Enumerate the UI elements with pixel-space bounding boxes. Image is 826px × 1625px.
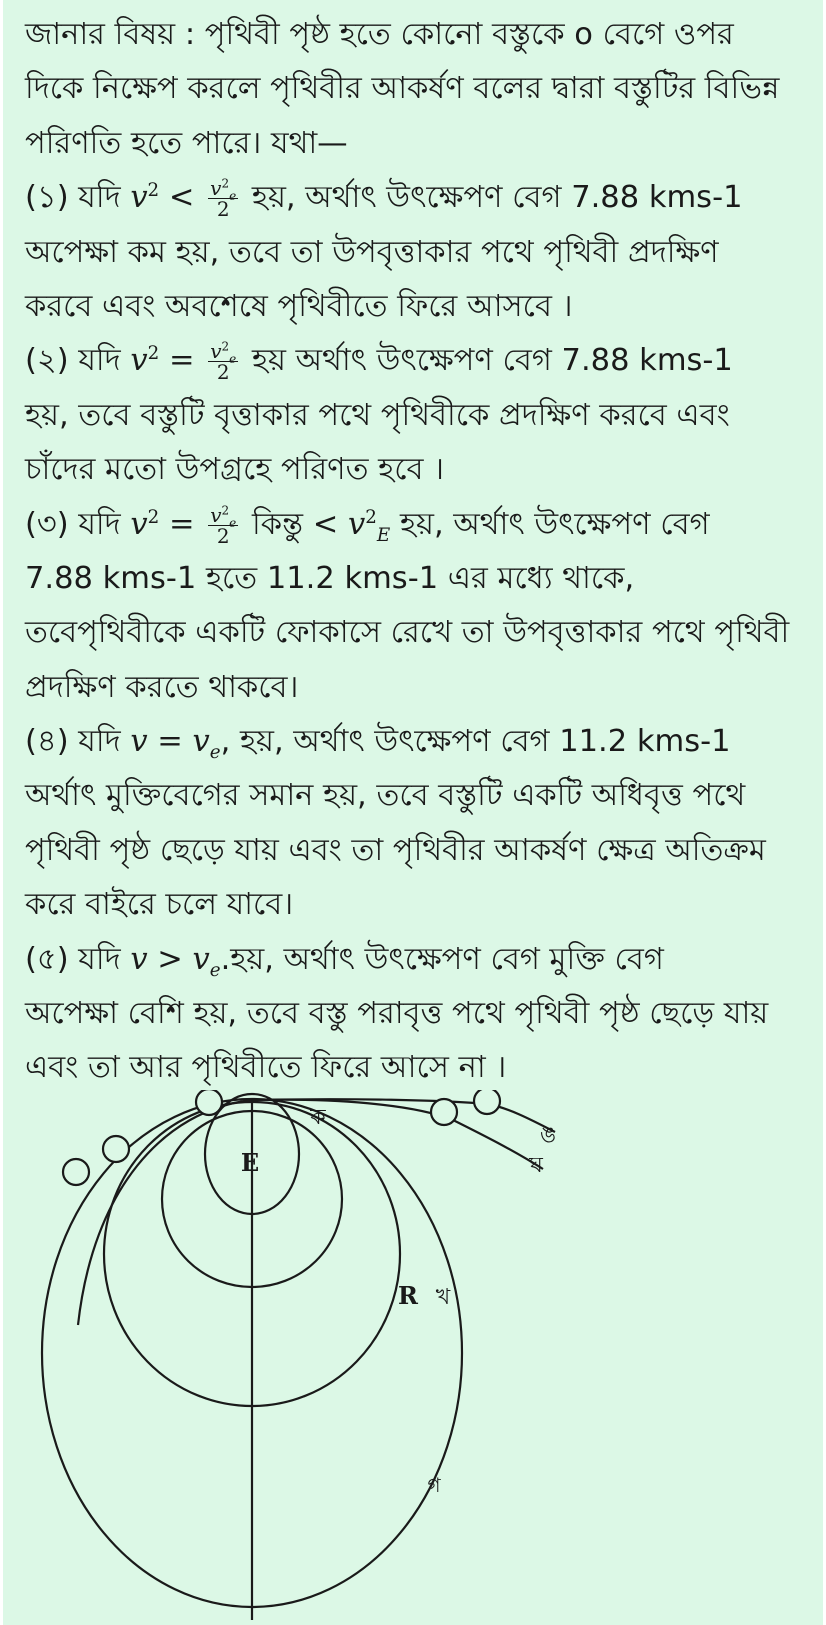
body-uo xyxy=(474,1090,500,1114)
intro-line-2: দিকে নিক্ষেপ করলে পৃথিবীর আকর্ষণ বলের দ্বারা বস্তুটির বিভিন্ন xyxy=(25,71,780,107)
case-3-line-1: 7.88 kms-1 হতে 11.2 kms-1 এর মধ্যে থাকে, xyxy=(25,560,635,596)
case-4-rest: , হয়, অর্থাৎ উৎক্ষেপণ বেগ 11.2 kms-1 xyxy=(220,724,731,760)
label-radius: R xyxy=(398,1281,418,1310)
case-3-rest: হয়, অর্থাৎ উৎক্ষেপণ বেগ xyxy=(399,506,710,542)
case-5-line-2: এবং তা আর পৃথিবীতে ফিরে আসে না । xyxy=(25,1050,507,1086)
case-3-math-v: $v^2$ xyxy=(130,506,160,542)
case-3-operator: = xyxy=(168,506,195,542)
case-4-prefix: (৪) যদি xyxy=(25,724,121,760)
intro-line-1: জানার বিষয় : পৃথিবী পৃষ্ঠ হতে কোনো বস্তুকে o বেগে ওপর xyxy=(25,17,734,52)
case-1-prefix: (১) যদি xyxy=(25,180,121,216)
case-4-heading xyxy=(25,715,815,769)
case-1-operator: < xyxy=(168,180,195,216)
case-1-heading xyxy=(25,171,815,225)
case-3-prefix: (৩) যদি xyxy=(25,506,121,542)
label-ka: ক xyxy=(310,1105,326,1130)
case-3-operator-2: < xyxy=(312,506,339,542)
case-3-fraction: $\frac{v^2_e}{2}$ xyxy=(210,502,237,548)
case-5-heading xyxy=(25,933,815,987)
label-uo: ঙ xyxy=(539,1123,557,1148)
case-3-mid: কিন্তু xyxy=(251,506,304,542)
body-gha xyxy=(431,1099,457,1125)
intro-line-3: পরিণতি হতে পারে। যথা— xyxy=(25,125,348,161)
case-2-fraction: $\frac{v^2_e}{2}$ xyxy=(210,339,237,385)
body-ka xyxy=(196,1090,222,1115)
case-4-line-1: অর্থাৎ মুক্তিবেগের সমান হয়, তবে বস্তুটি একটি অধিবৃত্ত পথে xyxy=(25,778,746,814)
orbit-diagram xyxy=(3,1090,603,1625)
case-5-math: $v > v_e$ xyxy=(130,941,221,981)
case-5-line-1: অপেক্ষা বেশি হয়, তবে বস্তু পরাবৃত্ত পথে পৃথিবী পৃষ্ঠ ছেড়ে যায় xyxy=(25,996,769,1032)
case-2-prefix: (২) যদি xyxy=(25,343,121,379)
case-3-heading xyxy=(25,498,815,552)
case-3-line-2: তবেপৃথিবীকে একটি ফোকাসে রেখে তা উপবৃত্তাকার পথে পৃথিবী xyxy=(25,615,790,651)
case-4-line-3: করে বাইরে চলে যাবে। xyxy=(25,887,294,923)
case-2-line-2: চাঁদের মতো উপগ্রহে পরিণত হবে । xyxy=(25,452,445,488)
case-1-rest: হয়, অর্থাৎ উৎক্ষেপণ বেগ 7.88 kms-1 xyxy=(251,180,743,216)
case-2-rest: হয় অর্থাৎ উৎক্ষেপণ বেগ 7.88 kms-1 xyxy=(251,343,733,379)
case-4-line-2: পৃথিবী পৃষ্ঠ ছেড়ে যায় এবং তা পৃথিবীর আকর্ষণ ক্ষেত্র অতিক্রম xyxy=(25,832,766,868)
case-1-line-2: করবে এবং অবশেষে পৃথিবীতে ফিরে আসবে । xyxy=(25,288,573,324)
case-1-fraction: $\frac{v^2_e}{2}$ xyxy=(210,176,237,222)
case-5-prefix: (৫) যদি xyxy=(25,941,121,977)
case-1-line-1: অপেক্ষা কম হয়, তবে তা উপবৃত্তাকার পথে পৃথিবী প্রদক্ষিণ xyxy=(25,234,719,270)
case-5-rest: .হয়, অর্থাৎ উৎক্ষেপণ বেগ মুক্তি বেগ xyxy=(220,941,664,977)
case-4-math: $v = v_e$ xyxy=(130,724,221,764)
case-1-math-v: $v^2$ xyxy=(130,180,160,216)
case-2-heading xyxy=(25,334,815,388)
case-2-operator: = xyxy=(168,343,195,379)
case-3-line-3: প্রদক্ষিণ করতে থাকবে। xyxy=(25,669,299,705)
case-3-math-v-e: $v^2_E$ xyxy=(348,506,391,546)
case-2-line-1: হয়, তবে বস্তুটি বৃত্তাকার পথে পৃথিবীকে প্রদক্ষিণ করবে এবং xyxy=(25,397,730,433)
body-kha xyxy=(103,1136,129,1162)
label-kha: খ xyxy=(435,1285,451,1310)
case-2-math-v: $v^2$ xyxy=(130,343,160,379)
label-ga: গ xyxy=(427,1473,441,1497)
label-earth: E xyxy=(240,1148,260,1177)
label-gha: ঘ xyxy=(529,1153,543,1178)
page-background xyxy=(3,0,823,1625)
text-block xyxy=(25,8,815,1096)
body-ga xyxy=(63,1159,89,1185)
